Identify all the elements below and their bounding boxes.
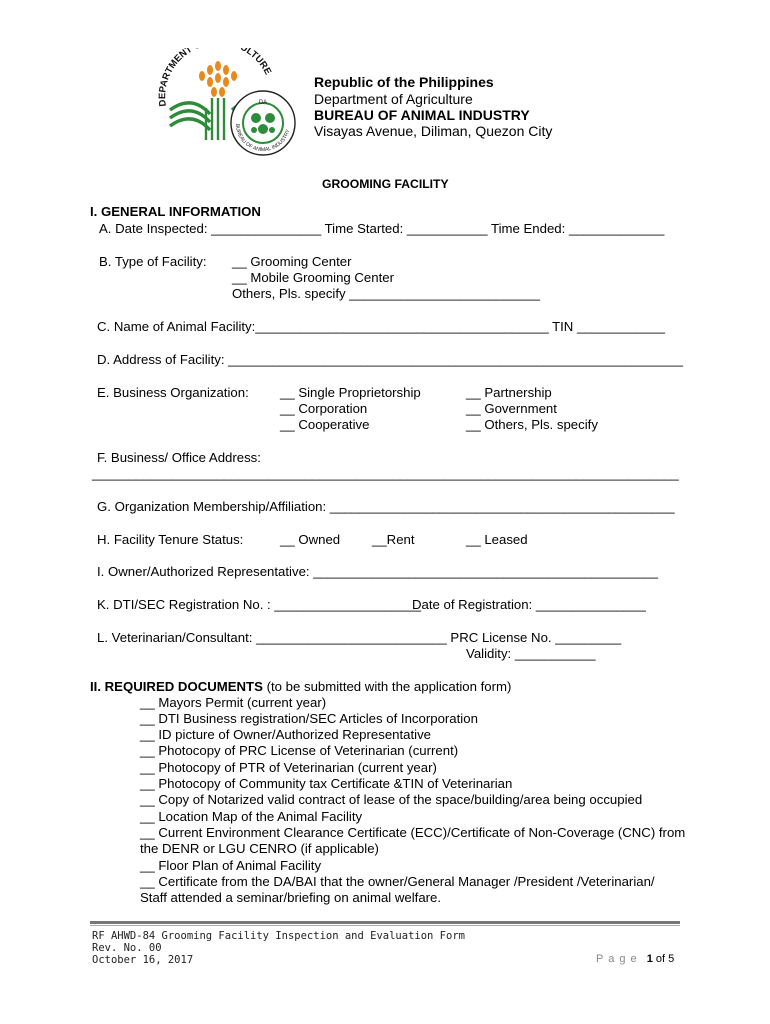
facility-type-others[interactable]: Others, Pls. specify __________________________ bbox=[232, 286, 540, 301]
org-cooperative[interactable]: __ Cooperative bbox=[280, 417, 370, 432]
footer-form-name: RF AHWD-84 Grooming Facility Inspection and Evaluation Form bbox=[92, 930, 465, 942]
veterinarian-line: L. Veterinarian/Consultant: __________________________ PRC License No. _________ bbox=[97, 630, 622, 645]
required-doc-item-cont: Staff attended a seminar/briefing on animal welfare. bbox=[140, 890, 442, 905]
header-bureau: BUREAU OF ANIMAL INDUSTRY bbox=[314, 107, 530, 123]
office-address-label: F. Business/ Office Address: bbox=[97, 450, 261, 465]
facility-type-mobile[interactable]: __ Mobile Grooming Center bbox=[232, 270, 394, 285]
business-org-label: E. Business Organization: bbox=[97, 385, 249, 400]
section2-heading-bold: II. REQUIRED DOCUMENTS bbox=[90, 679, 263, 694]
org-single-proprietorship[interactable]: __ Single Proprietorship bbox=[280, 385, 421, 400]
footer-revision: Rev. No. 00 bbox=[92, 942, 162, 954]
section2-heading bbox=[90, 679, 511, 694]
office-address-line: ________________________________________________________________________________ bbox=[92, 466, 679, 481]
header-republic: Republic of the Philippines bbox=[314, 74, 494, 90]
org-corporation[interactable]: __ Corporation bbox=[280, 401, 368, 416]
page-current: 1 bbox=[646, 953, 653, 965]
date-registration-line: Date of Registration: _______________ bbox=[412, 597, 646, 612]
tenure-label: H. Facility Tenure Status: bbox=[97, 532, 244, 547]
required-doc-item[interactable]: __ Photocopy of PTR of Veterinarian (current year) bbox=[140, 760, 437, 775]
facility-type-label: B. Type of Facility: bbox=[99, 254, 207, 269]
footer-page-number bbox=[596, 953, 674, 965]
required-doc-item[interactable]: __ Certificate from the DA/BAI that the owner/General Manager /President /Veterinarian/ bbox=[140, 874, 655, 889]
required-doc-item-cont: the DENR or LGU CENRO (if applicable) bbox=[140, 841, 379, 856]
owner-rep-line: I. Owner/Authorized Representative: _______________________________________________ bbox=[97, 564, 658, 579]
org-government[interactable]: __ Government bbox=[466, 401, 557, 416]
tenure-owned[interactable]: __ Owned bbox=[280, 532, 341, 547]
facility-type-grooming-center[interactable]: __ Grooming Center bbox=[232, 254, 352, 269]
header-department: Department of Agriculture bbox=[314, 91, 473, 107]
required-doc-item[interactable]: __ ID picture of Owner/Authorized Representative bbox=[140, 727, 432, 742]
bai-logo-abbr: DA bbox=[258, 100, 268, 106]
required-doc-item[interactable]: __ Photocopy of Community tax Certificate &TIN of Veterinarian bbox=[140, 776, 513, 791]
validity-line: Validity: ___________ bbox=[466, 646, 596, 661]
bai-logo-ring-text: BUREAU OF ANIMAL INDUSTRY bbox=[233, 123, 292, 154]
required-doc-item[interactable]: __ Floor Plan of Animal Facility bbox=[140, 858, 322, 873]
org-partnership[interactable]: __ Partnership bbox=[466, 385, 552, 400]
facility-name-line: C. Name of Animal Facility:________________________________________ TIN ____________ bbox=[97, 319, 666, 334]
org-others[interactable]: __ Others, Pls. specify bbox=[466, 417, 598, 432]
header-address: Visayas Avenue, Diliman, Quezon City bbox=[314, 123, 553, 139]
seal-arc-text: DEPARTMENT ULTURE bbox=[157, 48, 274, 107]
required-doc-item[interactable]: __ DTI Business registration/SEC Articles of Incorporation bbox=[140, 711, 478, 726]
required-doc-item[interactable]: __ Copy of Notarized valid contract of lease of the space/building/area being occupied bbox=[140, 792, 643, 807]
section1-heading: I. GENERAL INFORMATION bbox=[90, 204, 261, 219]
membership-line: G. Organization Membership/Affiliation: _______________________________________________ bbox=[97, 499, 675, 514]
footer-rule bbox=[90, 921, 680, 924]
page-label: P a g e bbox=[596, 953, 638, 965]
section2-heading-note: (to be submitted with the application form) bbox=[262, 679, 512, 694]
required-doc-item[interactable]: __ Location Map of the Animal Facility bbox=[140, 809, 363, 824]
footer-date: October 16, 2017 bbox=[92, 954, 194, 966]
page-total: of 5 bbox=[655, 953, 675, 965]
date-inspected-line: A. Date Inspected: _______________ Time Started: ___________ Time Ended: _____________ bbox=[99, 221, 665, 236]
dti-sec-line: K. DTI/SEC Registration No. : ____________________ bbox=[97, 597, 422, 612]
facility-address-line: D. Address of Facility: ______________________________________________________________ bbox=[97, 352, 683, 367]
bai-logo bbox=[228, 88, 298, 158]
tenure-leased[interactable]: __ Leased bbox=[466, 532, 528, 547]
required-doc-item[interactable]: __ Photocopy of PRC License of Veterinarian (current) bbox=[140, 743, 459, 758]
required-doc-item[interactable]: __ Mayors Permit (current year) bbox=[140, 695, 327, 710]
form-title: GROOMING FACILITY bbox=[322, 177, 449, 191]
tenure-rent[interactable]: __Rent bbox=[372, 532, 415, 547]
required-doc-item[interactable]: __ Current Environment Clearance Certificate (ECC)/Certificate of Non-Coverage (CNC) from bbox=[140, 825, 686, 840]
footer-rule-thin bbox=[90, 925, 680, 926]
